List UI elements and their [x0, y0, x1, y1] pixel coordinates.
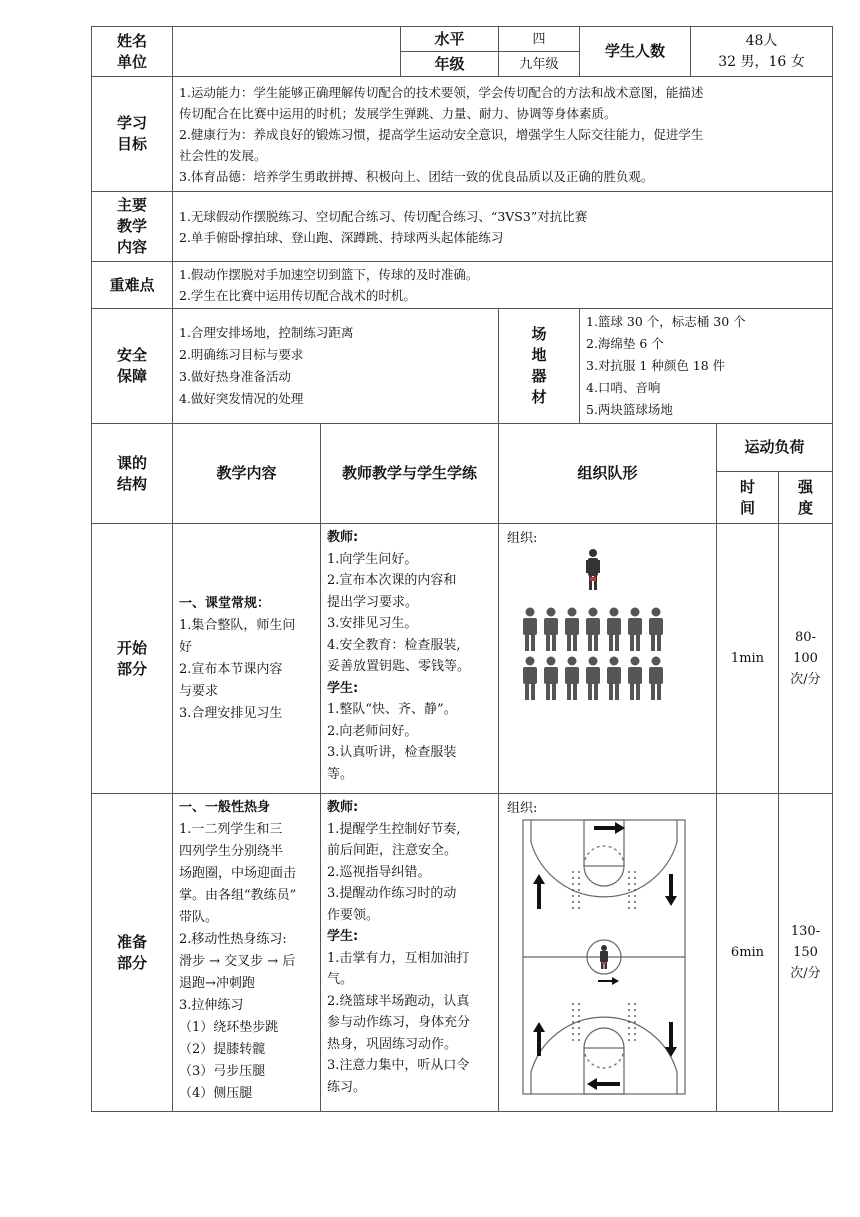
student-dot	[572, 1033, 574, 1035]
student-formation	[523, 608, 663, 701]
prep-org-label: 组织:	[507, 801, 538, 816]
student-dot	[578, 901, 580, 903]
top-dotted-lines	[572, 871, 636, 909]
bottom-free-throw-circle	[584, 1028, 624, 1048]
student-dot	[572, 895, 574, 897]
prep-part-label: 准备 部分	[92, 794, 173, 1112]
student-dot	[578, 883, 580, 885]
student-dot	[572, 1027, 574, 1029]
student-dot	[628, 1039, 630, 1041]
load-header: 运动负荷	[717, 424, 833, 472]
student-dot	[628, 1003, 630, 1005]
teacher-student-header: 教师教学与学生学练	[321, 424, 499, 524]
student-dot	[628, 883, 630, 885]
student-dot	[578, 877, 580, 879]
student-dot	[578, 1021, 580, 1023]
prep-intensity: 130- 150 次/分	[779, 794, 833, 1112]
student-dot	[634, 877, 636, 879]
structure-header: 课的 结构	[92, 424, 173, 524]
lesson-plan-table	[91, 26, 833, 1112]
student-dot	[572, 883, 574, 885]
prep-time: 6min	[717, 794, 779, 1112]
key-points-label: 重难点	[92, 262, 173, 309]
court-diagram	[499, 794, 698, 1110]
start-part-label: 开始 部分	[92, 524, 173, 794]
name-unit-label: 姓名 单位	[92, 27, 173, 77]
student-dot	[572, 901, 574, 903]
equipment-label: 场 地 器 材	[499, 309, 580, 424]
objectives-label: 学习 目标	[92, 77, 173, 192]
start-formation	[499, 524, 717, 794]
student-dot	[628, 1015, 630, 1017]
student-dot	[634, 895, 636, 897]
student-dot	[634, 883, 636, 885]
key-points-text: 1.假动作摆脱对手加速空切到篮下，传球的及时准确。 2.学生在比赛中运用传切配合战术的时机。	[173, 262, 833, 309]
prep-formation	[499, 794, 717, 1112]
student-dot	[628, 877, 630, 879]
student-dot	[578, 1015, 580, 1017]
student-dot	[578, 1009, 580, 1011]
student-figure	[607, 608, 621, 652]
student-figure	[649, 657, 663, 701]
student-dot	[572, 907, 574, 909]
level-value: 四	[499, 27, 580, 52]
student-figure	[544, 657, 558, 701]
students-label: 学生人数	[580, 27, 691, 77]
objectives-text: 1.运动能力：学生能够正确理解传切配合的技术要领，学会传切配合的方法和战术意图，能描述 传切配合在比赛中运用的时机；发展学生弹跳、力量、耐力、协调等身体素质。 2.健康行为：养成良好的锻炼习惯，提高学生运动安全意识，增强学生人际交往能力，促进学生 社会性的发展。 3.体育品德：培养学生勇敢拼搏、积极向上、团结一致的优良品质以及正确的胜负观。	[173, 77, 833, 192]
student-dot	[634, 889, 636, 891]
grade-value: 九年级	[499, 52, 580, 77]
student-figure	[628, 657, 642, 701]
bottom-dotted-lines	[572, 1003, 636, 1041]
student-figure	[586, 657, 600, 701]
start-org-label: 组织:	[507, 531, 538, 546]
start-intensity: 80- 100 次/分	[779, 524, 833, 794]
teacher-figure	[586, 549, 600, 590]
student-dot	[628, 1009, 630, 1011]
student-dot	[572, 877, 574, 879]
level-label: 水平	[401, 27, 499, 52]
student-dot	[634, 871, 636, 873]
student-dot	[572, 889, 574, 891]
student-figure	[544, 608, 558, 652]
formation-header: 组织队形	[499, 424, 717, 524]
student-figure	[586, 608, 600, 652]
prep-content: 一、一般性热身 1.一二列学生和三 四列学生分别绕半 场跑圈，中场迎面击 掌。由各组“教练员” 带队。 2.移动性热身练习: 滑步 → 交叉步 → 后 退跑→冲刺跑 3.拉伸练习 （1）绕环垫步跳 （2）提膝转髋 （3）弓步压腿 （4）侧压腿	[173, 794, 321, 1112]
time-header: 时 间	[717, 472, 779, 524]
student-dot	[578, 1003, 580, 1005]
student-dot	[628, 889, 630, 891]
student-figure	[649, 608, 663, 652]
student-dot	[628, 901, 630, 903]
student-figure	[565, 657, 579, 701]
student-dot	[572, 871, 574, 873]
name-unit-value	[173, 27, 401, 77]
student-dot	[578, 907, 580, 909]
equipment-text: 1.篮球 30 个，标志桶 30 个 2.海绵垫 6 个 3.对抗服 1 种颜色 18 件 4.口哨、音响 5.两块篮球场地	[580, 309, 833, 424]
teaching-content-header: 教学内容	[173, 424, 321, 524]
prep-teacher-student: 教师: 1.提醒学生控制好节奏, 前后间距，注意安全。 2.巡视指导纠错。 3.提醒动作练习时的动 作要领。 学生: 1.击掌有力，互相加油打 气。 2.绕篮球半场跑动，认真 参与动作练习，身体充分 热身，巩固练习动作。 3.注意力集中，听从口令 练习。	[321, 794, 499, 1112]
student-dot	[628, 1033, 630, 1035]
grade-label: 年级	[401, 52, 499, 77]
student-dot	[634, 1015, 636, 1017]
student-dot	[578, 1033, 580, 1035]
safety-text: 1.合理安排场地，控制练习距离 2.明确练习目标与要求 3.做好热身准备活动 4.做好突发情况的处理	[173, 309, 499, 424]
top-three-point-line	[531, 820, 677, 897]
student-dot	[628, 895, 630, 897]
student-figure	[523, 608, 537, 652]
student-dot	[634, 1027, 636, 1029]
student-dot	[578, 895, 580, 897]
student-dot	[634, 1003, 636, 1005]
student-figure	[523, 657, 537, 701]
intensity-header: 强 度	[779, 472, 833, 524]
start-teacher-student: 教师: 1.向学生问好。 2.宣布本次课的内容和 提出学习要求。 3.安排见习生。 4.安全教育：检查服装, 妥善放置钥匙、零钱等。 学生: 1.整队“快、齐、静”。 2.向老师问好。 3.认真听讲，检查服装 等。	[321, 524, 499, 794]
student-dot	[634, 907, 636, 909]
bottom-key	[584, 1048, 624, 1094]
student-dot	[578, 889, 580, 891]
safety-label: 安全 保障	[92, 309, 173, 424]
student-dot	[578, 871, 580, 873]
content-text: 1.无球假动作摆脱练习、空切配合练习、传切配合练习、“3VS3”对抗比赛 2.单手俯卧撑拍球、登山跑、深蹲跳、持球两头起体能练习	[173, 192, 833, 262]
student-dot	[628, 1027, 630, 1029]
student-dot	[628, 1021, 630, 1023]
student-dot	[628, 871, 630, 873]
student-dot	[572, 1003, 574, 1005]
start-time: 1min	[717, 524, 779, 794]
student-dot	[634, 1033, 636, 1035]
center-teacher-figure	[600, 945, 608, 969]
top-free-throw-circle	[584, 866, 624, 886]
student-figure	[565, 608, 579, 652]
student-dot	[634, 1021, 636, 1023]
student-dot	[628, 907, 630, 909]
student-dot	[572, 1021, 574, 1023]
student-figure	[607, 657, 621, 701]
content-label: 主要 教学 内容	[92, 192, 173, 262]
students-value: 48人 32 男，16 女	[691, 27, 833, 77]
student-dot	[572, 1009, 574, 1011]
student-dot	[572, 1039, 574, 1041]
student-dot	[634, 1009, 636, 1011]
student-figure	[628, 608, 642, 652]
student-dot	[634, 901, 636, 903]
start-content: 一、课堂常规： 1.集合整队，师生问 好 2.宣布本节课内容 与要求 3.合理安排见习生	[173, 524, 321, 794]
student-dot	[578, 1027, 580, 1029]
student-dot	[634, 1039, 636, 1041]
start-formation-diagram	[499, 524, 698, 792]
student-dot	[578, 1039, 580, 1041]
student-dot	[572, 1015, 574, 1017]
